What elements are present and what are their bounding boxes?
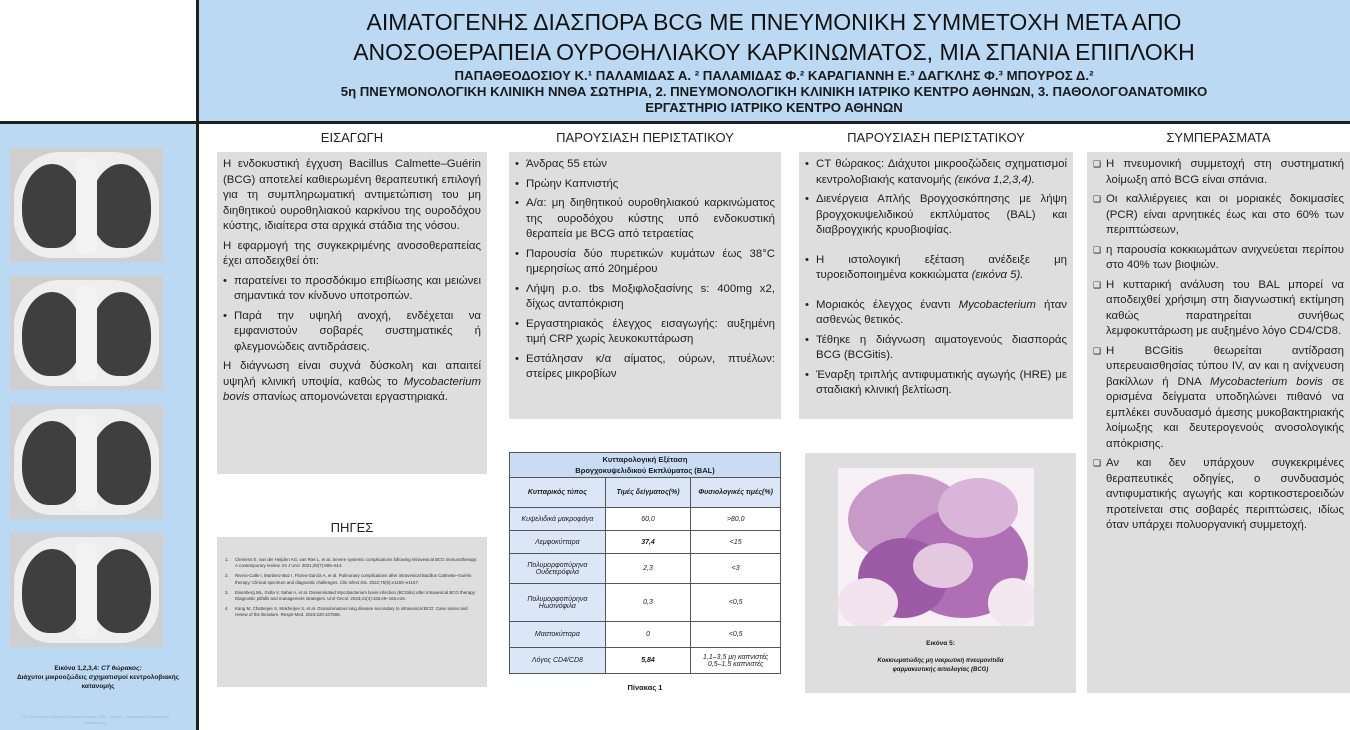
ct-image-1 xyxy=(10,148,163,262)
logo-area xyxy=(0,0,198,122)
case-title-2: ΠΑΡΟΥΣΙΑΣΗ ΠΕΡΙΣΤΑΤΙΚΟΥ xyxy=(847,130,1025,145)
case-item: • Λήψη p.o. tbs Μοξιφλοξασίνης s: 400mg x2, δίχως ανταπόκριση xyxy=(515,282,775,313)
intro-bullet-1: • παρατείνει το προσδόκιμο επιβίωσης και μειώνει σημαντικά τον κίνδυνο υποτροπών. xyxy=(223,274,481,305)
case-item: • CT θώρακος: Διάχυτοι μικροοζώδεις σχηματισμοί κεντρολοβιακής κατανομής (εικόνα 1,2,3,4). xyxy=(805,157,1067,188)
affiliations xyxy=(198,84,1350,116)
table-title: Κυτταρολογική Εξέταση Βρογχοκυψελιδικού Εκπλύματος (BAL) xyxy=(510,453,781,478)
conclusion-item: ❑ Η κυτταρική ανάλυση του BAL μπορεί να αποδειχθεί χρήσιμη στη διαγνωστική εκτίμηση καθώς παρατηρείται συνήθως λεμφοκυττάρωση με αυξημένο λόγο CD4/CD8. xyxy=(1093,278,1344,340)
poster-title xyxy=(198,0,1350,67)
intro-bullet-2: • Παρά την υψηλή ανοχή, ενδέχεται να εμφανιστούν σοβαρές συστηματικές ή φλεγμονώδεις αντιδράσεις. xyxy=(223,309,481,356)
case-title-1: ΠΑΡΟΥΣΙΑΣΗ ΠΕΡΙΣΤΑΤΙΚΟΥ xyxy=(556,130,734,145)
intro-paragraph-2: Η εφαρμογή της συγκεκριμένης ανοσοθεραπείας έχει αποδειχθεί ότι: xyxy=(223,239,481,267)
reference-item: 3. Eisenberg ML, Golla V, Sahai A, et al. Disseminated Mycobacterium bovis infection (BCGitis) after intravesical BCG therapy: Diagnostic pitfalls and management strategies. Urol Oncol. 2023;41(4):163.e9–163.e15. xyxy=(225,589,476,602)
table-header: Τιμές δείγματος(%) xyxy=(605,478,691,508)
table-row: Λεμφοκύτταρα 37,4 <15 xyxy=(510,531,781,554)
conclusion-item: ❑ Η BCGitis θεωρείται αντίδραση υπερευαισθησίας τύπου IV, αν και η ανίχνευση βακίλλων ή DNA Mycobacterium bovis σε ορισμένα δείγματα υποδηλώνει πιθανό να εμπλέκει συνδυασμό άμεσης μυκοβακτηριακής λοίμωξης και δευτερογενούς ανοσολογικής απόκρισης. xyxy=(1093,344,1344,453)
title-line-2: ΑΝΟΣΟΘΕΡΑΠΕΙΑ ΟΥΡΟΘΗΛΙΑΚΟΥ ΚΑΡΚΙΝΩΜΑΤΟΣ, ΜΙΑ ΣΠΑΝΙΑ ΕΠΙΠΛΟΚΗ xyxy=(353,39,1195,65)
table-caption: Πίνακας 1 xyxy=(627,683,663,692)
histology-image xyxy=(838,468,1034,626)
case-list-2 xyxy=(805,157,1067,399)
case-item: • Παρουσία δύο πυρετικών κυμάτων έως 38°C ημερησίως από 20ημέρου xyxy=(515,247,775,278)
intro-box xyxy=(217,152,487,474)
reference-item: 4. Kang M, Chatterjee S, Mukherjee S, et al. Granulomatous lung disease secondary to intravesical BCG: Case series and review of the literature. Respir Med. 2024;220:107655. xyxy=(225,606,468,618)
conclusions-title: ΣΥΜΠΕΡΑΣΜΑΤΑ xyxy=(1166,130,1271,145)
poster-header xyxy=(198,0,1350,122)
histology-box xyxy=(805,453,1076,693)
references-box xyxy=(217,537,487,687)
title-line-1: ΑΙΜΑΤΟΓΕΝΗΣ ΔΙΑΣΠΟΡΑ BCG ΜΕ ΠΝΕΥΜΟΝΙΚΗ ΣΥΜΜΕΤΟΧΗ ΜΕΤΑ ΑΠΟ xyxy=(366,9,1182,35)
case-item: • Εστάλησαν κ/α αίματος, ούρων, πτυέλων: στείρες μικροβίων xyxy=(515,352,775,383)
case-box-2 xyxy=(799,152,1073,419)
intro-paragraph-1: Η ενδοκυστική έγχυση Bacillus Calmette–Guérin (BCG) αποτελεί καθιερωμένη θεραπευτική επιλογή για τη συμπληρωματική αντιμετώπιση του μη διηθητικού ουροθηλιακού καρκίνου της ουροδόχου κύστης, ιδιαίτερα στα αρχικά στάδια της νόσου. xyxy=(223,158,481,232)
case-item: • Άνδρας 55 ετών xyxy=(515,157,775,173)
table-header: Φυσιολογικές τιμές(%) xyxy=(691,478,781,508)
case-item: • Έναρξη τριπλής αντιφυματικής αγωγής (HRE) με σταδιακή κλινική βελτίωση. xyxy=(805,368,1067,399)
intro-paragraph-3: Η διάγνωση είναι συχνά δύσκολη και απαιτεί υψηλή κλινική υποψία, καθώς το Mycobacterium bovis σπανίως απομονώνεται εργαστηριακά. xyxy=(223,360,481,403)
conclusions-box xyxy=(1087,152,1350,693)
table-row: Κυψελιδικά μακροφάγα 60,0 >80,0 xyxy=(510,508,781,531)
refs-title: ΠΗΓΕΣ xyxy=(330,520,374,535)
case-item: • Πρώην Καπνιστής xyxy=(515,177,775,193)
case-list-1 xyxy=(515,157,775,383)
intro-list xyxy=(223,274,481,356)
reference-item: 1. Clemens E, van der Heijden AG, van Riet L, et al. Severe systemic complications following intravesical BCG immunotherapy: A contemporary review. Int J Urol. 2021;28(7):606–614. xyxy=(225,557,478,569)
case-item: • Α/α: μη διηθητικού ουροθηλιακού καρκινώματος της ουροδόχου κύστης υπό ενδοκυστική θεραπεία με BCG από τετραετίας xyxy=(515,196,775,243)
faint-footer-text: 12ο Πανελλήνιο Συνέδριο Πνευμονολογίας 2024 · Αθήνα · Ηλεκτρονική Αναρτημένη Ανακοίνωση xyxy=(21,714,169,725)
reference-item: 2. Rivero-Calle I, Martinez-Baz I, Flores-García A, et al. Pulmonary complications after intravesical Bacillus Calmette–Guérin therapy: Clinical spectrum and diagnostic challenges. Clin Infect Dis. 2022;75(5):e1150–e1157. xyxy=(225,573,472,585)
ct-images-sidebar xyxy=(0,124,196,730)
case-item: • Μοριακός έλεγχος έναντι Mycobacterium ήταν ασθενώς θετικός. xyxy=(805,298,1067,329)
organism-name: Mycobacterium bovis xyxy=(223,375,481,403)
affiliation-line-1: 5η ΠΝΕΥΜΟΝΟΛΟΓΙΚΗ ΚΛΙΝΙΚΗ ΝΝΘΑ ΣΩΤΗΡΙΑ, 2. ΠΝΕΥΜΟΝΟΛΟΓΙΚΗ ΚΛΙΝΙΚΗ ΙΑΤΡΙΚΟ ΚΕΝΤΡΟ ΑΘΗΝΩΝ, 3. ΠΑΘΟΛΟΓΟΑΝΑΤΟΜΙΚΟ xyxy=(340,84,1208,99)
case-item: • Διενέργεια Απλής Βρογχοσκόπησης με λήψη βρογχοκυψελιδικού εκπλύματος (BAL) και διαβρογχικής κρυοβιοψίας. xyxy=(805,192,1067,239)
case-item: • Η ιστολογική εξέταση ανέδειξε μη τυροειδοποιημένα κοκκιώματα (εικόνα 5). xyxy=(805,253,1067,284)
intro-title: ΕΙΣΑΓΩΓΗ xyxy=(320,130,384,145)
conclusion-item: ❑ Αν και δεν υπάρχουν συγκεκριμένες θεραπευτικές οδηγίες, ο συνδυασμός αντιφυματικής αγωγής και κορτικοστεροειδών προτείνεται στις σοβαρές περιπτώσεις, ιδίως όταν υπάρχει πολυοργανική συμμετοχή. xyxy=(1093,456,1344,534)
horizontal-divider xyxy=(0,121,1350,124)
table-row: Πολυμορφοπύρηνα Ηωσινόφιλα 0,3 <0,5 xyxy=(510,584,781,622)
case-box-1 xyxy=(509,152,781,419)
ct-image-2 xyxy=(10,276,163,390)
references-list xyxy=(225,557,479,619)
case-item: • Τέθηκε η διάγνωση αιματογενούς διασποράς BCG (BCGitis). xyxy=(805,333,1067,364)
affiliation-line-2: ΕΡΓΑΣΤΗΡΙΟ ΙΑΤΡΙΚΟ ΚΕΝΤΡΟ ΑΘΗΝΩΝ xyxy=(645,100,903,115)
case-item: • Εργαστηριακός έλεγχος εισαγωγής: αυξημένη τιμή CRP χωρίς λευκοκυττάρωση xyxy=(515,317,775,348)
ct-caption-text: Διάχυτοι μικροοζώδεις σχηματισμοί κεντρολοβιακής κατανομής xyxy=(16,674,180,690)
ct-caption-italic: CT θώρακος: xyxy=(101,665,142,672)
table-row: Λόγος CD4/CD8 5,84 1,1–3,5 μη καπνιστές 0,5–1,5 καπνιστές xyxy=(510,648,781,674)
conclusion-item: ❑ η παρουσία κοκκιωμάτων ανιχνεύεται περίπου στο 40% των βιοψιών. xyxy=(1093,243,1344,274)
ct-image-3 xyxy=(10,405,163,519)
conclusions-list xyxy=(1093,157,1344,534)
ct-caption-label: Εικόνα 1,2,3,4: xyxy=(54,665,100,672)
conclusion-item: ❑ Η πνευμονική συμμετοχή στη συστηματική λοίμωξη από BCG είναι σπάνια. xyxy=(1093,157,1344,188)
ct-caption xyxy=(0,664,196,691)
table-header: Κυτταρικός τύπος xyxy=(510,478,606,508)
vertical-divider xyxy=(196,0,199,730)
bal-cytology-table xyxy=(509,452,781,674)
ct-image-4 xyxy=(10,533,163,647)
authors: ΠΑΠΑΘΕΟΔΟΣΙΟΥ Κ.¹ ΠΑΛΑΜΙΔΑΣ Α. ² ΠΑΛΑΜΙΔΑΣ Φ.² ΚΑΡΑΓΙΑΝΝΗ Ε.³ ΔΑΓΚΛΗΣ Φ.³ ΜΠΟΥΡΟΣ Δ.² xyxy=(454,68,1094,83)
histology-caption: Εικόνα 5: Κοκκιωματώδης μη νεκρωτική πνευμονίτιδα φαρμακευτικής αιτιολογίας (BCG) xyxy=(877,640,1004,673)
conclusion-item: ❑ Οι καλλιέργειες και οι μοριακές δοκιμασίες (PCR) είναι αρνητικές έως και στο 60% των περιπτώσεων, xyxy=(1093,192,1344,239)
table-row: Μαστοκύτταρα 0 <0,5 xyxy=(510,622,781,648)
table-row: Πολυμορφοπύρηνα Ουδετερόφιλα 2,3 <3 xyxy=(510,554,781,584)
